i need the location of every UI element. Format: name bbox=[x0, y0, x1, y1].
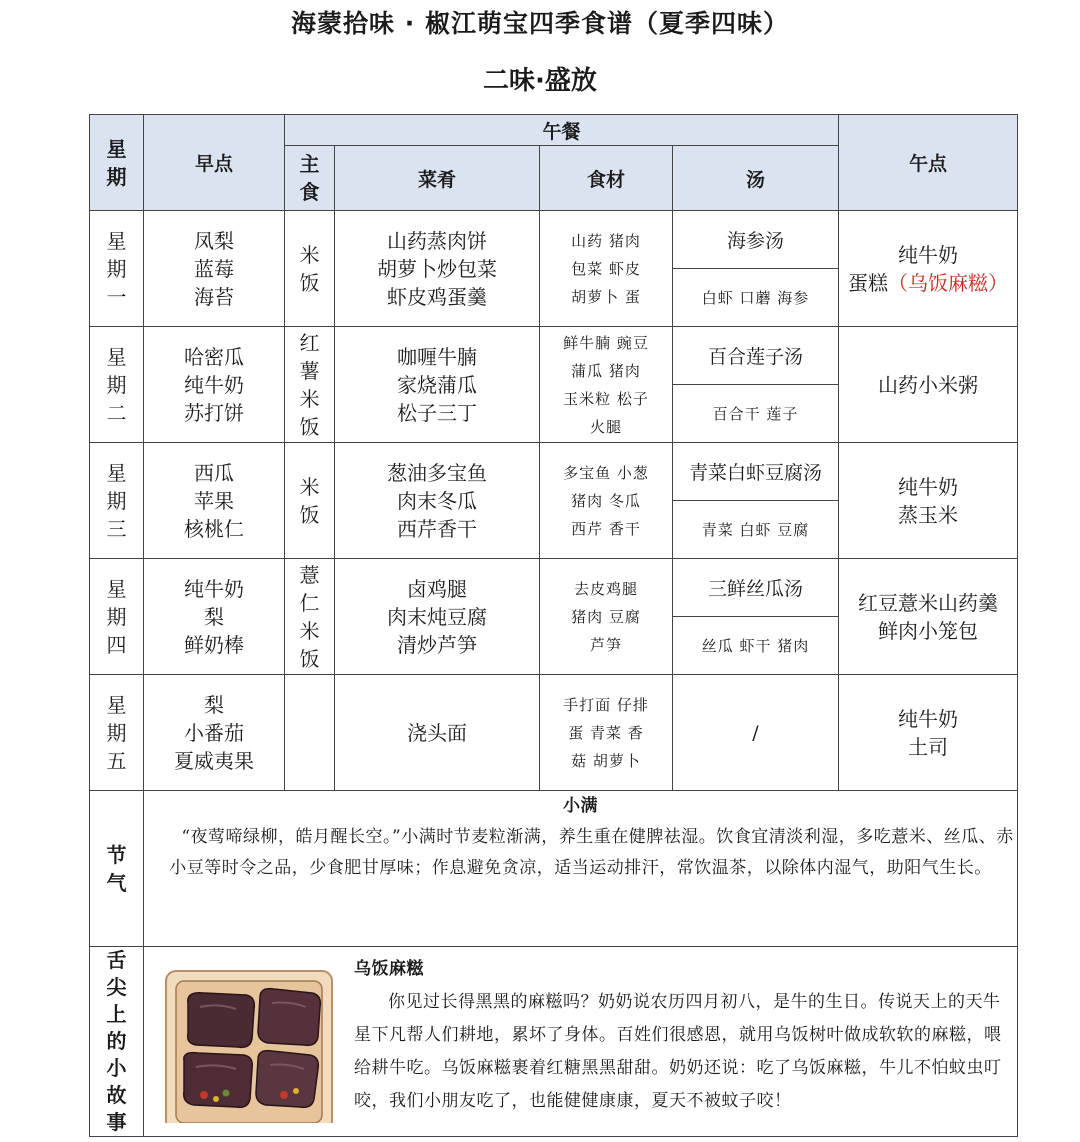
staple-label: 薏仁米饭 bbox=[299, 562, 320, 671]
soup-cell: 海参汤 bbox=[673, 211, 839, 269]
story-heading: 乌饭麻糍 bbox=[354, 959, 424, 979]
header-dishes: 菜肴 bbox=[335, 146, 540, 211]
breakfast-item: 苹果 bbox=[194, 488, 234, 513]
breakfast-cell bbox=[144, 211, 285, 327]
staple-cell bbox=[285, 559, 335, 675]
day-cell bbox=[90, 559, 144, 675]
header-day: 星期 bbox=[90, 115, 144, 211]
day-label: 星期四 bbox=[106, 576, 127, 657]
solar-term-label: 节气 bbox=[90, 791, 144, 947]
header-lunch: 午餐 bbox=[285, 115, 839, 146]
snack-cake-label: 蛋糕 bbox=[848, 270, 889, 295]
breakfast-cell bbox=[144, 675, 285, 791]
dish-item: 胡萝卜炒包菜 bbox=[377, 256, 497, 281]
breakfast-item: 苏打饼 bbox=[184, 400, 244, 425]
story-text: 你见过长得黑黑的麻糍吗？奶奶说农历四月初八，是牛的生日。传说天上的天牛星下凡帮人们耕地，累坏了身体。百姓们很感恩，就用乌饭树叶做成软软的麻糍，喂给耕牛吃。乌饭麻糍裹着红糖黑黑甜甜。奶奶还说：吃了乌饭麻糍，牛儿不怕蚊虫叮咬，我们小朋友吃了，也能健健康康，夏天不被蚊子咬！ bbox=[354, 992, 1002, 1111]
day-label: 星期一 bbox=[106, 228, 127, 309]
snack-item: 红豆薏米山药羹 bbox=[858, 590, 999, 615]
soup-cell: 百合莲子汤 bbox=[673, 327, 839, 385]
dish-item: 咖喱牛腩 bbox=[397, 344, 477, 369]
ingredient-line: 玉米粒 松子 bbox=[563, 389, 649, 408]
day-cell bbox=[90, 211, 144, 327]
ingredient-line: 山药 猪肉 bbox=[571, 231, 641, 250]
dish-item: 浇头面 bbox=[407, 720, 467, 745]
staple-cell bbox=[285, 675, 335, 791]
dishes-cell bbox=[335, 675, 540, 791]
header-snack: 午点 bbox=[839, 115, 1018, 211]
snack-cake bbox=[839, 269, 1017, 297]
dish-item: 松子三丁 bbox=[397, 400, 477, 425]
dish-item: 卤鸡腿 bbox=[407, 576, 467, 601]
soup-ingredients-cell: 百合干 莲子 bbox=[673, 385, 839, 443]
dish-item: 家烧蒲瓜 bbox=[397, 372, 477, 397]
story-text-block bbox=[354, 953, 1009, 1118]
snack-item: 鲜肉小笼包 bbox=[878, 618, 979, 643]
snack-item: 蒸玉米 bbox=[898, 502, 959, 527]
story-label: 舌尖上的小故事 bbox=[90, 947, 144, 1137]
soup-ingredients-cell: 青菜 白虾 豆腐 bbox=[673, 501, 839, 559]
solar-term-section bbox=[144, 791, 1018, 947]
snack-item: 山药小米粥 bbox=[878, 372, 979, 397]
day-cell bbox=[90, 443, 144, 559]
snack-cell bbox=[839, 559, 1018, 675]
breakfast-item: 凤梨 bbox=[194, 228, 234, 253]
breakfast-item: 夏威夷果 bbox=[174, 748, 254, 773]
day-cell bbox=[90, 675, 144, 791]
dish-item: 山药蒸肉饼 bbox=[387, 228, 487, 253]
soup-cell: 三鲜丝瓜汤 bbox=[673, 559, 839, 617]
day-label: 星期五 bbox=[106, 692, 127, 773]
breakfast-item: 纯牛奶 bbox=[184, 576, 244, 601]
ingredient-line: 多宝鱼 小葱 bbox=[563, 463, 649, 482]
breakfast-item: 核桃仁 bbox=[184, 516, 244, 541]
day-label: 星期二 bbox=[106, 344, 127, 425]
staple-cell bbox=[285, 443, 335, 559]
breakfast-item: 海苔 bbox=[194, 284, 234, 309]
dish-item: 西芹香干 bbox=[397, 516, 477, 541]
snack-item: 纯牛奶 bbox=[898, 242, 959, 267]
snack-item: 纯牛奶 bbox=[898, 706, 959, 731]
ingredient-line: 猪肉 豆腐 bbox=[571, 607, 641, 626]
soup-ingredients-cell: 白虾 口蘑 海参 bbox=[673, 269, 839, 327]
document-subtitle: 二味·盛放 bbox=[483, 66, 597, 96]
breakfast-cell bbox=[144, 327, 285, 443]
dishes-cell bbox=[335, 327, 540, 443]
snack-cake-highlight: （乌饭麻糍） bbox=[888, 270, 1009, 295]
ingredients-cell bbox=[540, 675, 673, 791]
breakfast-cell bbox=[144, 559, 285, 675]
staple-label: 米饭 bbox=[299, 474, 320, 527]
breakfast-item: 西瓜 bbox=[194, 460, 234, 485]
soup-ingredients-cell: 丝瓜 虾干 猪肉 bbox=[673, 617, 839, 675]
solar-term-text: “夜莺啼绿柳，皓月醒长空。”小满时节麦粒渐满，养生重在健脾祛湿。饮食宜清淡利湿，多吃薏米、丝瓜、赤小豆等时令之品，少食肥甘厚味；作息避免贪凉，适当运动排汗，常饮温茶，以除体内湿气，助阳气生长。 bbox=[169, 827, 1014, 878]
dish-item: 虾皮鸡蛋羹 bbox=[387, 284, 487, 309]
staple-label: 红薯米饭 bbox=[299, 330, 320, 439]
glutinous-rice-cake-illustration bbox=[164, 963, 336, 1123]
day-label: 星期三 bbox=[106, 460, 127, 541]
document-title: 海蒙拾味 · 椒江萌宝四季食谱（夏季四味） bbox=[291, 9, 789, 38]
breakfast-item: 哈密瓜 bbox=[184, 344, 244, 369]
ingredients-cell bbox=[540, 443, 673, 559]
breakfast-cell bbox=[144, 443, 285, 559]
dish-item: 葱油多宝鱼 bbox=[387, 460, 487, 485]
story-section bbox=[144, 947, 1018, 1137]
ingredient-line: 西芹 香干 bbox=[571, 519, 641, 538]
ingredient-line: 去皮鸡腿 bbox=[573, 579, 638, 598]
ingredients-cell bbox=[540, 211, 673, 327]
ingredient-line: 包菜 虾皮 bbox=[571, 259, 641, 278]
breakfast-item: 小番茄 bbox=[184, 720, 244, 745]
breakfast-item: 梨 bbox=[204, 604, 224, 629]
dish-item: 肉末炖豆腐 bbox=[387, 604, 487, 629]
menu-row bbox=[90, 211, 1018, 269]
ingredient-line: 鲜牛腩 豌豆 bbox=[563, 333, 649, 352]
ingredient-line: 蛋 青菜 香 bbox=[568, 723, 644, 742]
snack-item: 纯牛奶 bbox=[898, 474, 959, 499]
breakfast-item: 蓝莓 bbox=[194, 256, 234, 281]
ingredient-line: 芦笋 bbox=[589, 635, 622, 654]
header-ingredients: 食材 bbox=[540, 146, 673, 211]
menu-row bbox=[90, 675, 1018, 733]
ingredient-line: 菇 胡萝卜 bbox=[571, 751, 641, 770]
soup-cell: / bbox=[673, 675, 839, 791]
snack-item: 土司 bbox=[908, 734, 949, 759]
staple-cell bbox=[285, 211, 335, 327]
dishes-cell bbox=[335, 443, 540, 559]
dishes-cell bbox=[335, 559, 540, 675]
menu-row bbox=[90, 443, 1018, 501]
menu-row bbox=[90, 327, 1018, 385]
ingredient-line: 手打面 仔排 bbox=[563, 695, 649, 714]
breakfast-item: 梨 bbox=[204, 692, 224, 717]
dishes-cell bbox=[335, 211, 540, 327]
snack-cell bbox=[839, 443, 1018, 559]
staple-cell bbox=[285, 327, 335, 443]
ingredients-cell bbox=[540, 559, 673, 675]
snack-cell bbox=[839, 327, 1018, 443]
day-cell bbox=[90, 327, 144, 443]
ingredient-line: 猪肉 冬瓜 bbox=[571, 491, 641, 510]
snack-cell bbox=[839, 675, 1018, 791]
breakfast-item: 纯牛奶 bbox=[184, 372, 244, 397]
header-soup: 汤 bbox=[673, 146, 839, 211]
header-staple: 主食 bbox=[285, 146, 335, 211]
weekly-menu-table bbox=[89, 114, 1018, 1137]
dish-item: 肉末冬瓜 bbox=[397, 488, 477, 513]
soup-cell: 青菜白虾豆腐汤 bbox=[673, 443, 839, 501]
ingredient-line: 蒲瓜 猪肉 bbox=[571, 361, 641, 380]
dish-item: 清炒芦笋 bbox=[397, 632, 477, 657]
ingredients-cell bbox=[540, 327, 673, 443]
breakfast-item: 鲜奶棒 bbox=[184, 632, 244, 657]
snack-cell bbox=[839, 211, 1018, 327]
menu-row bbox=[90, 559, 1018, 617]
header-breakfast: 早点 bbox=[144, 115, 285, 211]
ingredient-line: 火腿 bbox=[589, 417, 622, 436]
ingredient-line: 胡萝卜 蛋 bbox=[571, 287, 641, 306]
solar-term-heading: 小满 bbox=[563, 796, 598, 816]
staple-label: 米饭 bbox=[299, 242, 320, 295]
